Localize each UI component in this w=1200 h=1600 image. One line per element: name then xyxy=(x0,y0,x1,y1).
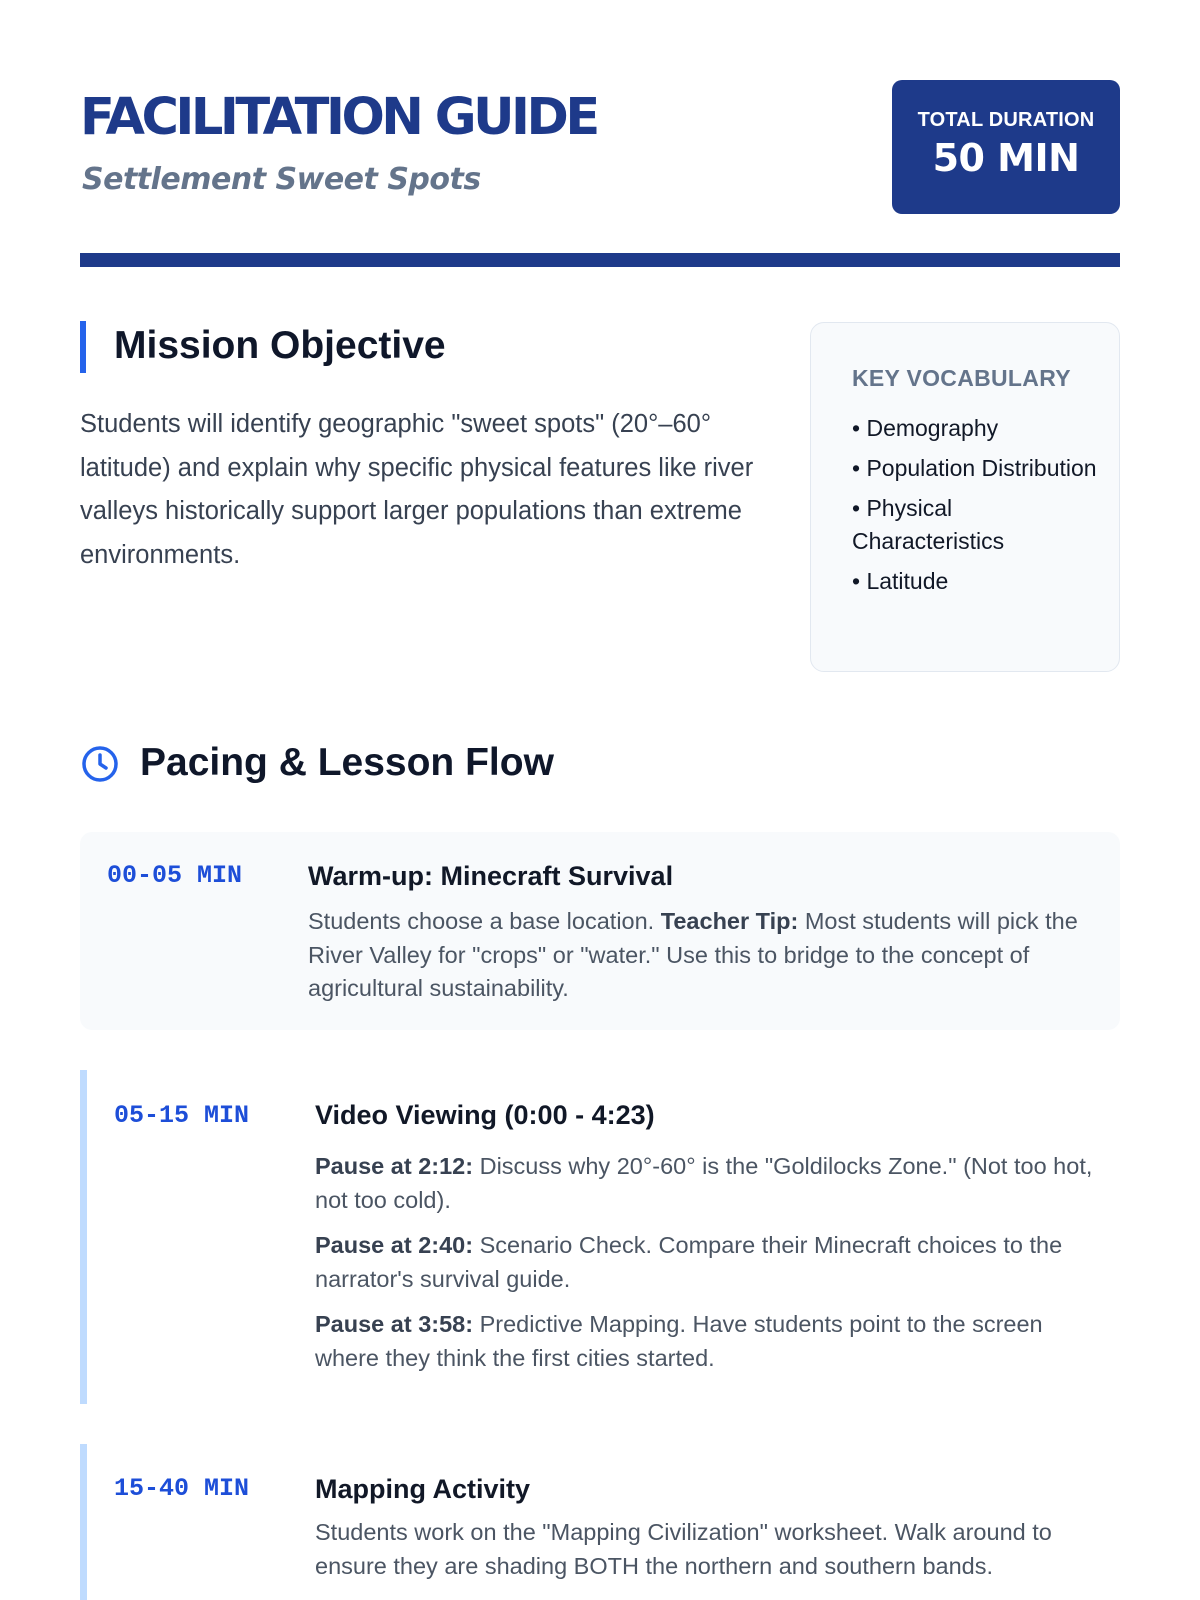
duration-label: TOTAL DURATION xyxy=(917,109,1095,131)
segment-time: 15-40 MIN xyxy=(114,1474,250,1503)
objective-heading: Mission Objective xyxy=(114,324,446,367)
segment-description: Students choose a base location. Teacher Tip: Most students will pick the River Valley for "crops" or "water." Use this to bridge to the concept of agricultural sustainability. xyxy=(308,908,1078,1001)
guide-header xyxy=(80,80,1120,214)
segment-pauses xyxy=(315,1150,1105,1387)
segment-description: Students work on the "Mapping Civilization" worksheet. Walk around to ensure they are shading BOTH the northern and southern bands. xyxy=(315,1519,1052,1579)
flow-segment-video xyxy=(80,1070,1120,1404)
vocab-list xyxy=(852,412,1097,605)
page-title: FACILITATION GUIDE xyxy=(80,88,597,147)
vocab-title: KEY VOCABULARY xyxy=(852,365,1071,391)
page-subtitle: Settlement Sweet Spots xyxy=(82,162,481,197)
total-duration-badge xyxy=(892,80,1120,214)
pause-point: Pause at 3:58: Predictive Mapping. Have students point to the screen where they think the first cities started. xyxy=(315,1311,1043,1371)
segment-title: Mapping Activity xyxy=(315,1474,531,1504)
key-vocabulary-card xyxy=(810,322,1120,672)
segment-title: Video Viewing (0:00 - 4:23) xyxy=(315,1100,655,1130)
objective-text: Students will identify geographic "sweet spots" (20°–60° latitude) and explain why specific physical features like river valleys historically support larger populations than extreme environments. xyxy=(80,410,754,569)
pacing-heading: Pacing & Lesson Flow xyxy=(140,741,554,784)
segment-title: Warm-up: Minecraft Survival xyxy=(308,861,674,891)
duration-value: 50 MIN xyxy=(932,136,1080,180)
segment-time: 00-05 MIN xyxy=(107,861,243,890)
clock-icon xyxy=(80,744,120,784)
segment-time: 05-15 MIN xyxy=(114,1101,250,1130)
vocab-item: • Physical Characteristics xyxy=(852,492,1097,558)
vocab-item: • Population Distribution xyxy=(852,452,1097,485)
header-divider xyxy=(80,253,1120,267)
section-accent-bar xyxy=(80,321,86,373)
pause-point: Pause at 2:40: Scenario Check. Compare their Minecraft choices to the narrator's survival guide. xyxy=(315,1232,1063,1292)
pause-point: Pause at 2:12: Discuss why 20°-60° is the "Goldilocks Zone." (Not too hot, not too cold). xyxy=(315,1153,1093,1213)
vocab-item: • Latitude xyxy=(852,565,1097,598)
flow-segment-warmup xyxy=(80,832,1120,1030)
teacher-tip-label: Teacher Tip: xyxy=(660,908,799,934)
vocab-item: • Demography xyxy=(852,412,1097,445)
flow-segment-mapping xyxy=(80,1444,1120,1600)
